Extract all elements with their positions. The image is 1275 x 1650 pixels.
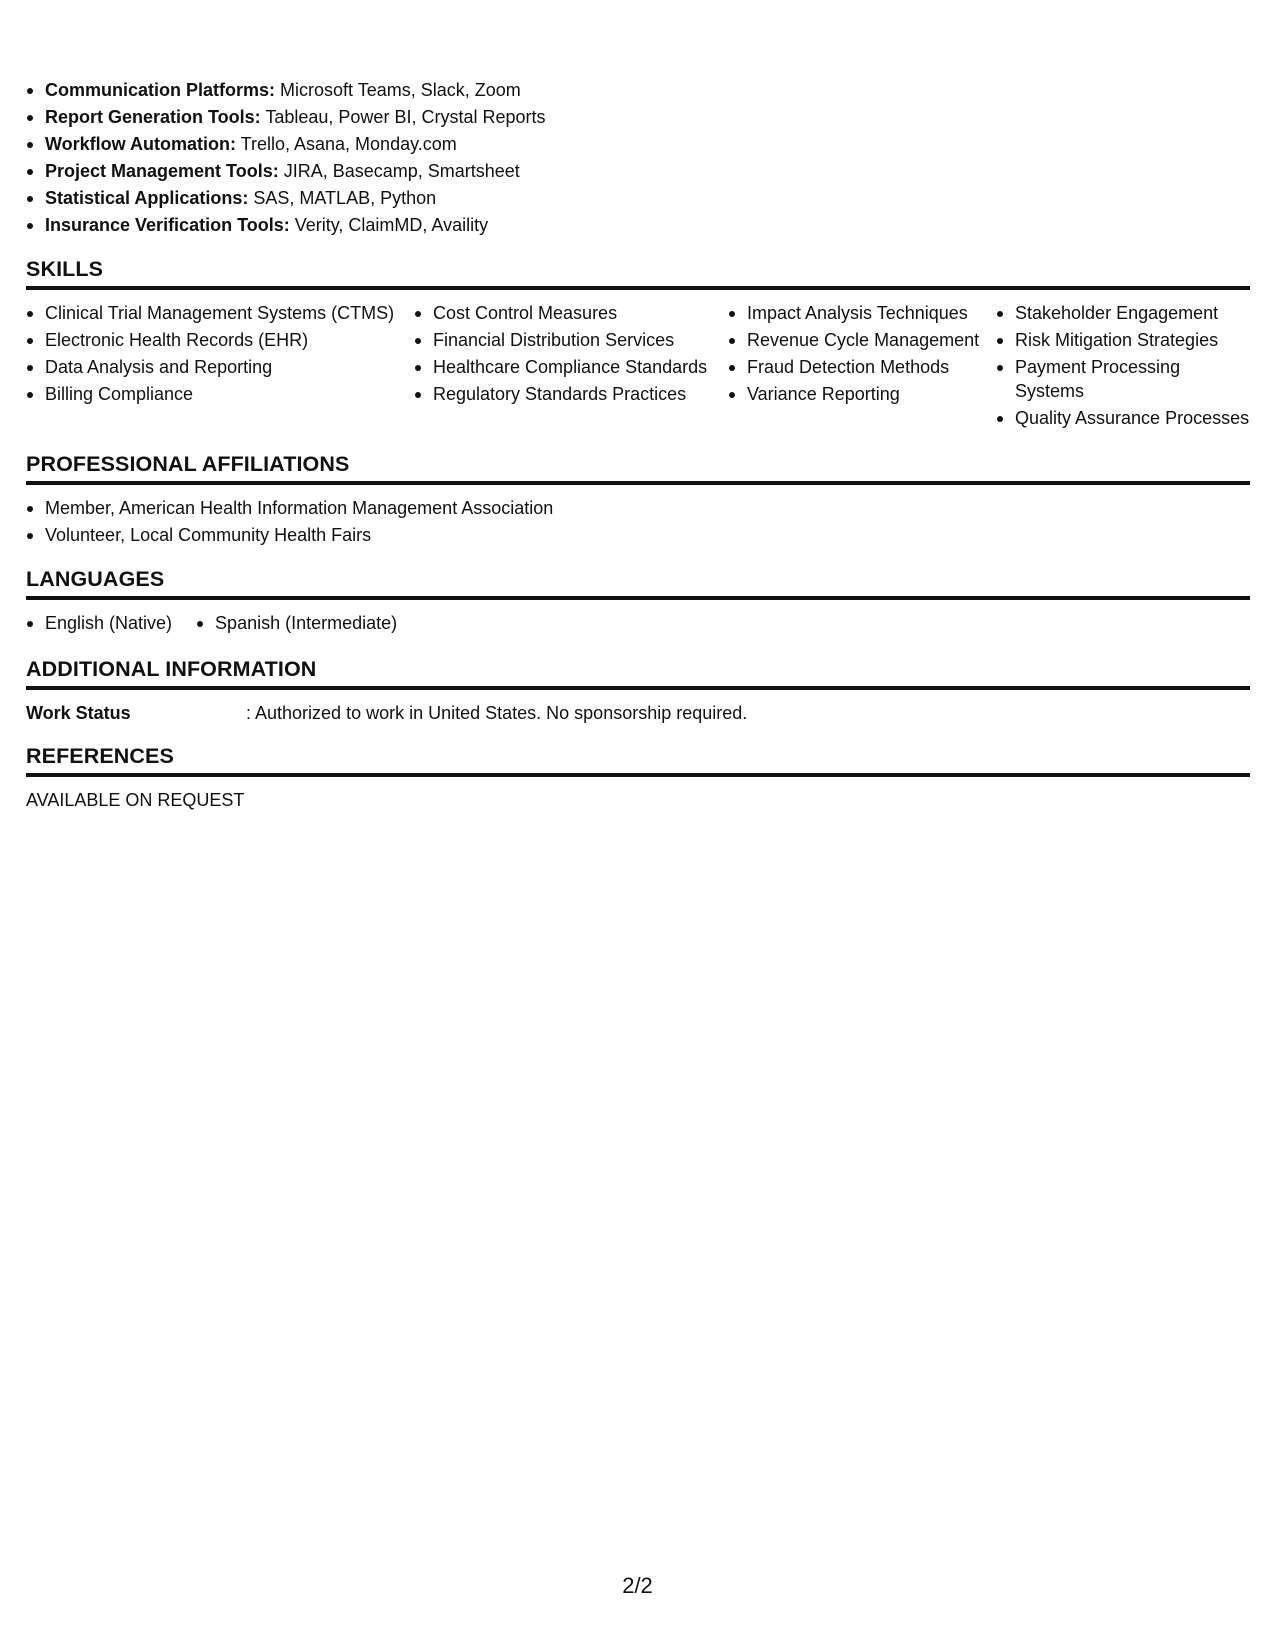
affiliations-section — [26, 451, 1250, 548]
language-item: English (Native) — [26, 611, 172, 636]
skill-item: Financial Distribution Services — [414, 328, 728, 353]
tool-item — [26, 213, 1250, 238]
skill-item: Clinical Trial Management Systems (CTMS) — [26, 301, 414, 326]
additional-info-section — [26, 656, 1250, 725]
tool-label: Statistical Applications: — [45, 188, 249, 208]
skills-column-2 — [414, 301, 728, 434]
skills-heading: SKILLS — [26, 256, 1250, 290]
tool-item — [26, 132, 1250, 157]
skill-item: Impact Analysis Techniques — [728, 301, 996, 326]
tool-label: Project Management Tools: — [45, 161, 279, 181]
skill-item: Variance Reporting — [728, 382, 996, 407]
tool-label: Workflow Automation: — [45, 134, 236, 154]
skills-grid — [26, 301, 1250, 434]
skill-item: Electronic Health Records (EHR) — [26, 328, 414, 353]
work-status-label: Work Status — [26, 702, 131, 723]
tool-value: Microsoft Teams, Slack, Zoom — [275, 80, 521, 100]
tool-label: Insurance Verification Tools: — [45, 215, 290, 235]
skill-item: Quality Assurance Processes — [996, 406, 1250, 431]
skill-item: Healthcare Compliance Standards — [414, 355, 728, 380]
additional-info-heading: ADDITIONAL INFORMATION — [26, 656, 1250, 690]
skill-item: Billing Compliance — [26, 382, 414, 407]
affiliation-item: Volunteer, Local Community Health Fairs — [26, 523, 1250, 548]
skill-item: Data Analysis and Reporting — [26, 355, 414, 380]
skill-item: Payment Processing Systems — [996, 355, 1250, 404]
tool-value: Trello, Asana, Monday.com — [235, 134, 457, 154]
skills-column-1 — [26, 301, 414, 434]
tool-value: SAS, MATLAB, Python — [248, 188, 437, 208]
languages-section — [26, 566, 1250, 638]
tool-value: JIRA, Basecamp, Smartsheet — [278, 161, 520, 181]
work-status-value: : Authorized to work in United States. No sponsorship required. — [246, 702, 748, 723]
skill-item: Regulatory Standards Practices — [414, 382, 728, 407]
languages-heading: LANGUAGES — [26, 566, 1250, 600]
tool-item — [26, 78, 1250, 103]
skills-column-3 — [728, 301, 996, 434]
skill-item: Fraud Detection Methods — [728, 355, 996, 380]
work-status-row — [26, 701, 1250, 725]
references-heading: REFERENCES — [26, 743, 1250, 777]
references-text: AVAILABLE ON REQUEST — [26, 789, 245, 810]
tool-item — [26, 105, 1250, 130]
page-number: 2/2 — [622, 1573, 653, 1598]
tool-item — [26, 159, 1250, 184]
languages-list — [26, 611, 1250, 638]
skill-item: Cost Control Measures — [414, 301, 728, 326]
resume-page-2 — [26, 78, 1250, 812]
skill-item: Stakeholder Engagement — [996, 301, 1250, 326]
affiliations-list — [26, 496, 1250, 548]
tool-value: Verity, ClaimMD, Availity — [289, 215, 489, 235]
language-item: Spanish (Intermediate) — [196, 611, 397, 636]
tool-value: Tableau, Power BI, Crystal Reports — [260, 107, 546, 127]
tools-list — [26, 78, 1250, 238]
skills-section — [26, 256, 1250, 434]
skills-column-4 — [996, 301, 1250, 434]
tool-item — [26, 186, 1250, 211]
tool-label: Report Generation Tools: — [45, 107, 261, 127]
affiliation-item: Member, American Health Information Management Association — [26, 496, 1250, 521]
skill-item: Revenue Cycle Management — [728, 328, 996, 353]
references-section — [26, 743, 1250, 812]
skill-item: Risk Mitigation Strategies — [996, 328, 1250, 353]
affiliations-heading: PROFESSIONAL AFFILIATIONS — [26, 451, 1250, 485]
tool-label: Communication Platforms: — [45, 80, 276, 100]
